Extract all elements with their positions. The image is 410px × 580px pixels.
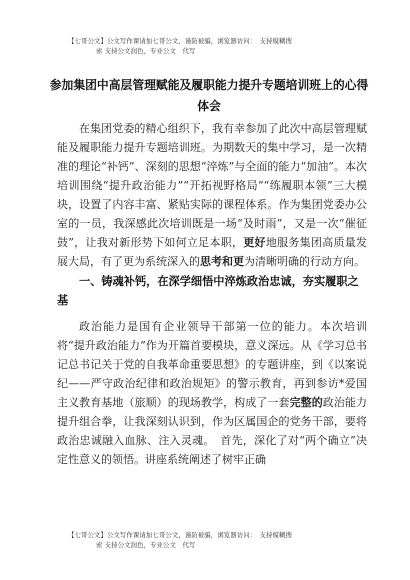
intro-paragraph-block	[57, 119, 367, 271]
intro-bold-a: 更好	[243, 236, 266, 249]
intro-bold-b: 思考和	[200, 255, 233, 268]
header-banner	[68, 36, 388, 56]
section1-text-a: 政治能力是国有企业领导干部第一位的能力。本次培训将“提升政治能力”作为开篇首要模块，意义深远。从《学习总书记总书记关于党的自我革命重要思想》的专题讲座，到《以案说纪——严守政治纪律和政治规矩》的警示教育，再到参访*爱国主义教育基地（旅顺）的现场教学，构成了一套	[57, 320, 367, 409]
section1-paragraph-block	[57, 317, 367, 469]
section1-bold-a: 完整的	[289, 396, 323, 409]
section1-text-b: 政治能力提升组合拳，让我深刻认识到，作为区属国企的党务干部，要将政治忠诚融入血脉、注入灵魂。 首先，深化了对“两个确立”决定性意义的领悟。讲座系统阐述了树牢正确	[57, 396, 368, 466]
intro-bold-c: 更	[233, 255, 244, 268]
section1-paragraph	[57, 317, 367, 469]
intro-text-c: 为清晰明确的行动方向。	[244, 255, 365, 268]
intro-text-b: 地服务集团高质量发展大局，有了更为系统深入的	[57, 236, 368, 268]
footer-banner-line2: 索 支持公文润色，专业公文 代写	[96, 541, 196, 549]
header-banner-line1: 【七哥公文】公文写作课请加七哥公文，谨防被骗，浏览器访问： 支持模糊搜	[68, 37, 292, 45]
intro-paragraph	[57, 119, 367, 271]
intro-text-a: 在集团党委的精心组织下，我有幸参加了此次中高层管理赋能及履职能力提升专题培训班。为期数天的集中学习，是一次精准的理论“补钙”、深刻的思想“淬炼”与全面的能力“加油”。本次培训围绕“提升政治能力”“开拓视野格局”“练履职本领”三大模块，设置了内容丰富、紧贴实际的课程体系。作为集团党委办公室的一员，我深感此次培训既是一场“及时雨”，又是一次“催征鼓”，让我对新形势下如何立足本职，	[57, 122, 367, 249]
footer-banner	[68, 530, 388, 550]
header-banner-line2: 索 支持公文润色，专业公文 代写	[96, 47, 196, 55]
section-heading: 一、铸魂补钙，在深学细悟中淬炼政治忠诚，夯实履职之基	[57, 275, 359, 307]
footer-banner-line1: 【七哥公文】公文写作课请加七哥公文，谨防被骗，浏览器访问： 支持模糊搜	[68, 531, 292, 539]
document-title: 参加集团中高层管理赋能及履职能力提升专题培训班上的心得体会	[49, 78, 369, 113]
